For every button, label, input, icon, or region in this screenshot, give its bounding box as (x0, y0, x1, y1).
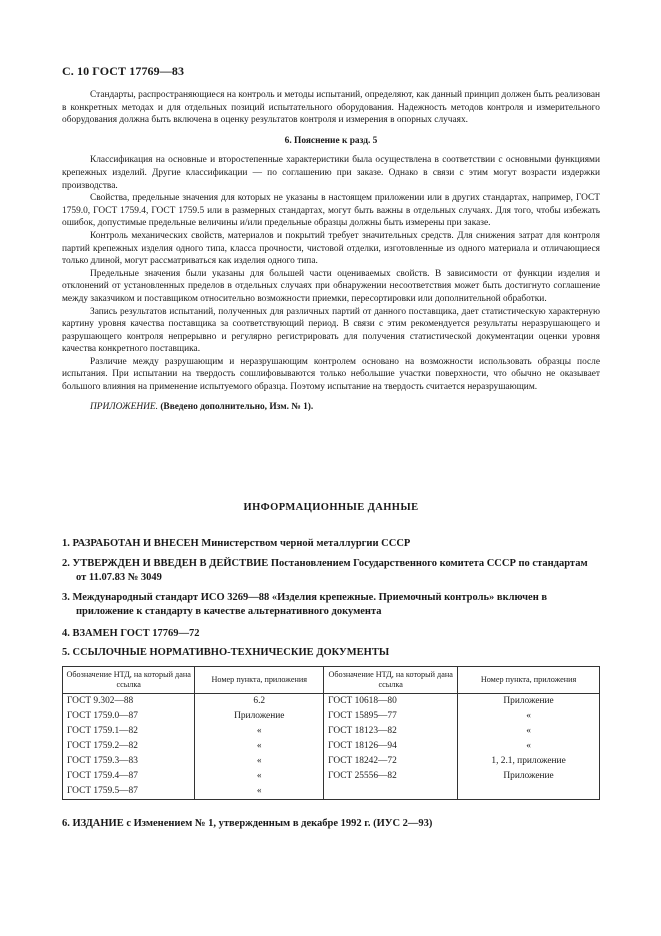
info-item-replaces: 4. ВЗАМЕН ГОСТ 17769—72 (62, 628, 200, 639)
info-item-developed: 1. РАЗРАБОТАН И ВНЕСЕН Министерством черной металлургии СССР (62, 538, 411, 549)
table-cell: ГОСТ 9.302—88 (63, 694, 195, 710)
info-data-title: ИНФОРМАЦИОННЫЕ ДАННЫЕ (243, 502, 419, 513)
table-cell (458, 784, 600, 800)
table-cell: « (195, 739, 324, 754)
table-cell: ГОСТ 15895—77 (324, 709, 458, 724)
table-cell: 6.2 (195, 694, 324, 710)
column-header-clause: Номер пункта, приложения (458, 667, 600, 694)
table-cell: « (458, 709, 600, 724)
table-cell: ГОСТ 1759.3—83 (63, 754, 195, 769)
appendix-amendment: (Введено дополнительно, Изм. № 1). (157, 401, 314, 412)
section-6-title: 6. Пояснение к разд. 5 (284, 135, 378, 146)
info-item-approved: 2. УТВЕРЖДЕН И ВВЕДЕН В ДЕЙСТВИЕ Постановлением Государственного комитета СССР по стандартам от 11.07.83 № 3049 (62, 558, 588, 583)
table-header-row (63, 667, 600, 694)
table-cell: Приложение (458, 694, 600, 710)
table-cell: « (195, 784, 324, 800)
info-item-edition: 6. ИЗДАНИЕ с Изменением № 1, утвержденным в декабре 1992 г. (ИУС 2—93) (62, 818, 433, 829)
info-item-references: 5. ССЫЛОЧНЫЕ НОРМАТИВНО-ТЕХНИЧЕСКИЕ ДОКУМЕНТЫ (62, 647, 390, 658)
table-cell: ГОСТ 1759.1—82 (63, 724, 195, 739)
table-row (63, 709, 600, 724)
page-header: С. 10 ГОСТ 17769—83 (62, 64, 185, 78)
column-header-doc: Обозначение НТД, на который дана ссылка (324, 667, 458, 694)
table-row (63, 769, 600, 784)
intro-paragraph: Стандарты, распространяющиеся на контроль и методы испытаний, определяют, как данный принцип должен быть реализован в конкретных методах и для отдельных позиций испытательного оборудования. Надежность методов контроля и измерительного оборудования должна быть включена в оценку результатов контроля и измерения в опорных случаях. (62, 90, 600, 126)
table-cell: « (458, 739, 600, 754)
table-cell: ГОСТ 18242—72 (324, 754, 458, 769)
section-6-paragraph: Различие между разрушающим и неразрушающим контролем основано на возможности использовать образцы после испытания. При испытании на твердость сошлифовываются только небольшие участки поверхности, что обычно не оказывает большого влияния на применение испытуемого образца. Поэтому испытание на твердость считается неразрушающим. (62, 356, 600, 393)
table-cell: 1, 2.1, приложение (458, 754, 600, 769)
table-cell: ГОСТ 1759.0—87 (63, 709, 195, 724)
table-cell: ГОСТ 1759.4—87 (63, 769, 195, 784)
table-cell: Приложение (458, 769, 600, 784)
table-row (63, 694, 600, 710)
info-item-iso-standard: 3. Международный стандарт ИСО 3269—88 «Изделия крепежные. Приемочный контроль» включен в приложение к стандарту в качестве альтернативного документа (62, 592, 548, 617)
table-row (63, 739, 600, 754)
section-6-paragraph: Запись результатов испытаний, полученных для различных партий от данного поставщика, дает статистическую характерную картину уровня качества поставщика за соответствующий период. В связи с этим рекомендуется результаты неразрушающего и разрушающего контроля непрерывно и регулярно регистрировать для получения статистической документации оценки уровня качества конкретного поставщика. (62, 306, 600, 355)
column-header-clause: Номер пункта, приложения (195, 667, 324, 694)
table-cell: ГОСТ 1759.5—87 (63, 784, 195, 800)
appendix-label: ПРИЛОЖЕНИЕ. (90, 401, 158, 412)
section-6-paragraph: Свойства, предельные значения для которых не указаны в настоящем приложении или в других стандартах, например, ГОСТ 1759.0, ГОСТ 1759.4, ГОСТ 1759.5 или в размерных стандартах, могут быть важны в отдельных случаях. Для того, чтобы избежать ошибок, допустимые предельные величины и/или предельные образцы должны быть измерены при заказе. (62, 193, 600, 229)
table-cell: « (195, 754, 324, 769)
table-cell: « (458, 724, 600, 739)
table-cell: ГОСТ 10618—80 (324, 694, 458, 710)
table-cell: Приложение (195, 709, 324, 724)
explanatory-text (62, 89, 600, 413)
table-row (63, 754, 600, 769)
table-row (63, 724, 600, 739)
table-cell (324, 784, 458, 800)
section-6-paragraph: Предельные значения были указаны для большей части оцениваемых свойств. В зависимости от функции изделия и отклонений от установленных пределов в отдельных случаях при обнаружении несоответствия может быть достигнуто соглашение между заказчиком и поставщиком относительно возможности приемки, пересортировки или дополнительной обработки. (62, 268, 600, 304)
reference-documents-table (62, 666, 600, 800)
section-6-paragraph: Контроль механических свойств, материалов и покрытий требует значительных средств. Для снижения затрат для контроля партий крепежных изделия одного типа, класса прочности, чистовой отделки, изготовленные из одного материала и отличающиеся только длиной, могут рассматриваться как изделия одного типа. (62, 230, 600, 267)
table-cell: « (195, 769, 324, 784)
table-cell: ГОСТ 18126—94 (324, 739, 458, 754)
table-row (63, 784, 600, 800)
table-cell: ГОСТ 25556—82 (324, 769, 458, 784)
appendix-note (62, 401, 600, 414)
table-cell: ГОСТ 1759.2—82 (63, 739, 195, 754)
section-6-paragraph: Классификация на основные и второстепенные характеристики была осуществлена в соответствии с основными функциями крепежных изделий. Другие классификации — по соглашению при заказе. Однако в связи с этим могут возрасти издержки производства. (62, 155, 600, 191)
table-cell: « (195, 724, 324, 739)
column-header-doc: Обозначение НТД, на который дана ссылка (63, 667, 195, 694)
table-cell: ГОСТ 18123—82 (324, 724, 458, 739)
